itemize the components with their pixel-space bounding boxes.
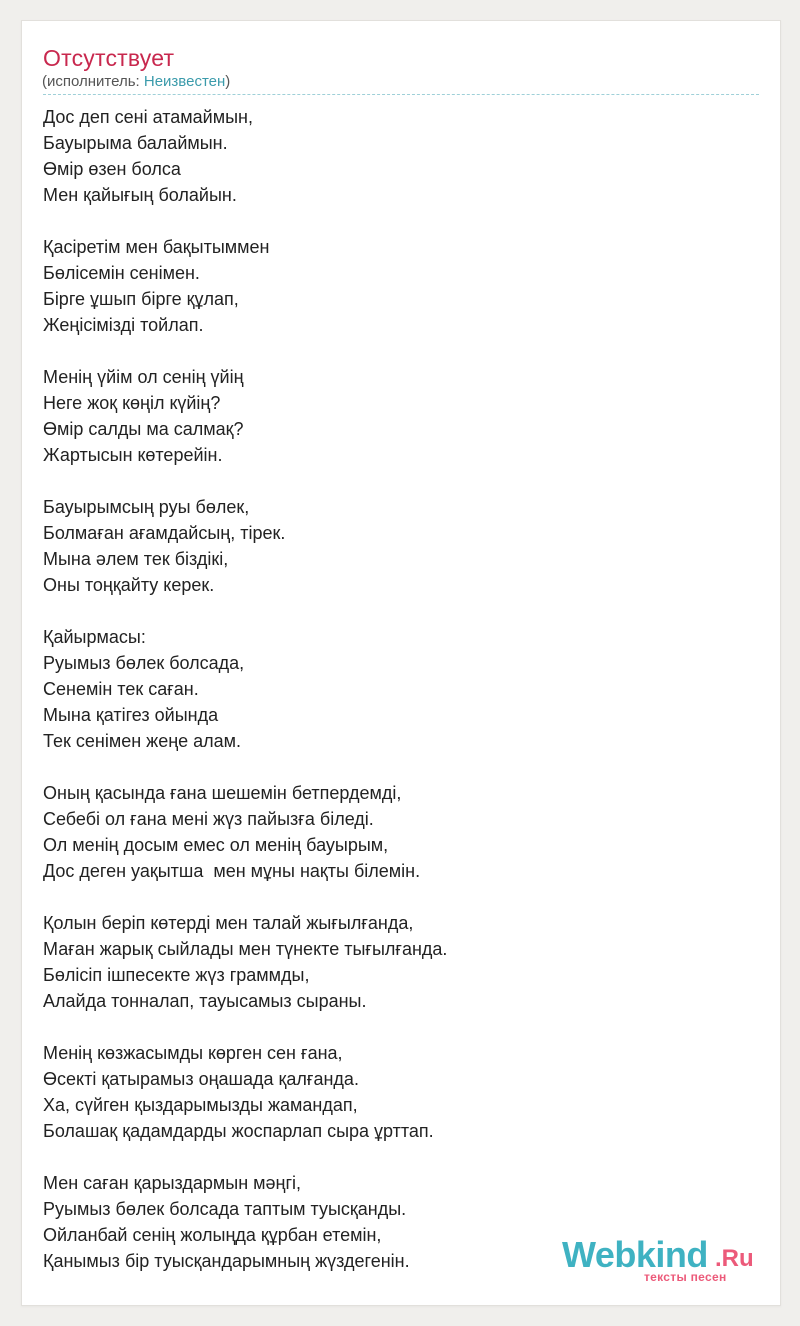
lyric-line: Бірге ұшып бірге құлап,	[43, 289, 239, 309]
lyric-line: Ол менің досым емес ол менің бауырым,	[43, 835, 389, 855]
lyric-line: Бөлісіп ішпесекте жүз граммды,	[43, 965, 310, 985]
lyric-line: Менің үйім ол сенің үйің	[43, 367, 244, 387]
logo-word: Webkind	[562, 1234, 708, 1275]
song-title: Отсутствует	[43, 45, 175, 71]
lyric-line: Жеңісімізді тойлап.	[43, 315, 204, 335]
lyric-line: Ойланбай сенің жолыңда құрбан етемін,	[43, 1225, 382, 1245]
lyric-line: Алайда тонналап, тауысамыз сыраны.	[43, 991, 367, 1011]
lyric-line: Тек сенімен жеңе алам.	[43, 731, 242, 751]
lyric-line: Болашақ қадамдарды жоспарлап сыра ұрттап.	[43, 1121, 434, 1141]
lyric-line: Сенемін тек саған.	[43, 679, 199, 699]
lyric-line: Оны тоңқайту керек.	[43, 575, 215, 595]
lyric-line: Бауырымсың руы бөлек,	[43, 497, 250, 517]
lyrics-card	[21, 20, 781, 1306]
lyric-line: Болмаған ағамдайсың, тірек.	[43, 523, 286, 543]
lyric-line: Неге жоқ көңіл күйің?	[43, 393, 221, 413]
lyrics-text	[43, 104, 447, 1274]
lyric-line: Руымыз бөлек болсада таптым туысқанды.	[43, 1199, 407, 1219]
lyric-line: Қайырмасы:	[43, 627, 146, 647]
lyric-line: Жартысын көтерейін.	[43, 445, 223, 465]
artist-line	[42, 73, 230, 91]
lyric-line: Бөлісемін сенімен.	[43, 263, 200, 283]
lyric-line: Оның қасында ғана шешемін бетпердемді,	[43, 783, 402, 803]
lyric-line: Қанымыз бір туысқандарымның жүздегенін.	[43, 1251, 410, 1271]
lyric-line: Руымыз бөлек болсада,	[43, 653, 245, 673]
artist-link[interactable]: Неизвестен	[143, 73, 226, 90]
lyric-line: Себебі ол ғана мені жүз пайызға біледі.	[43, 809, 374, 829]
lyric-line: Бауырыма балаймын.	[43, 133, 228, 153]
lyric-line: Өсекті қатырамыз оңашада қалғанда.	[43, 1069, 359, 1089]
lyric-line: Ха, сүйген қыздарымызды жамандап,	[43, 1095, 358, 1115]
lyric-line: Менің көзжасымды көрген сен ғана,	[43, 1043, 343, 1063]
lyric-line: Маған жарық сыйлады мен түнекте тығылғанда.	[43, 939, 448, 959]
title-divider	[43, 94, 759, 95]
lyric-line: Өмір өзен болса	[43, 159, 181, 179]
logo-tagline: тексты песен	[644, 1270, 727, 1284]
lyric-line: Мен қайығың болайын.	[43, 185, 237, 205]
lyric-line: Дос деген уақытша мен мұны нақты білемін.	[43, 861, 421, 881]
lyric-line: Мына қатігез ойында	[43, 705, 219, 725]
logo-tld: .Ru	[715, 1245, 754, 1272]
lyric-line: Өмір салды ма салмақ?	[43, 419, 244, 439]
artist-suffix: )	[225, 73, 231, 90]
site-logo[interactable]	[562, 1236, 752, 1284]
lyric-line: Қасіретім мен бақытыммен	[43, 237, 270, 257]
lyric-line: Мен саған қарыздармын мәңгі,	[43, 1173, 302, 1193]
lyric-line: Қолын беріп көтерді мен талай жығылғанда,	[43, 913, 414, 933]
artist-prefix: (исполнитель:	[42, 73, 144, 90]
lyric-line: Дос деп сені атамаймын,	[43, 107, 253, 127]
lyric-line: Мына әлем тек біздікі,	[43, 549, 229, 569]
